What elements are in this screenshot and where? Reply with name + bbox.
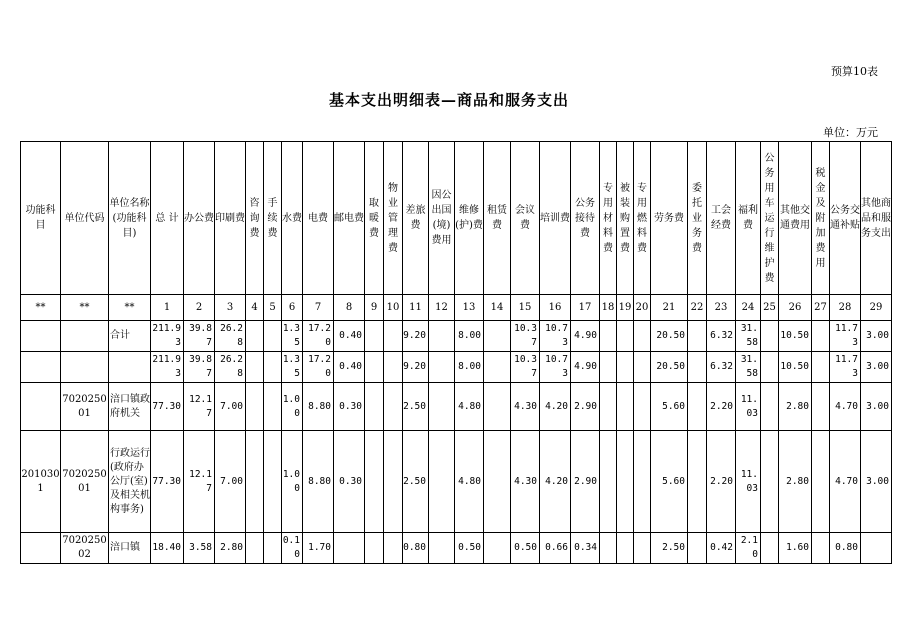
header-cell: 公务用车运行维护费 <box>761 142 779 295</box>
header-cell: 福利费 <box>736 142 761 295</box>
data-cell <box>365 431 384 533</box>
data-cell <box>246 383 264 431</box>
data-cell: 10.73 <box>540 321 571 352</box>
data-cell <box>246 533 264 564</box>
index-cell: 28 <box>830 295 861 321</box>
index-cell: 13 <box>455 295 484 321</box>
data-cell: 8.80 <box>303 383 334 431</box>
data-cell: 4.20 <box>540 383 571 431</box>
index-cell: 1 <box>151 295 184 321</box>
data-cell <box>861 533 892 564</box>
data-cell <box>812 383 830 431</box>
data-cell: 2.20 <box>707 383 736 431</box>
header-cell: 公务接待费 <box>571 142 600 295</box>
data-cell: 26.28 <box>215 352 246 383</box>
data-cell: 合计 <box>109 321 151 352</box>
data-cell: 涪口镇 <box>109 533 151 564</box>
table-row <box>21 352 892 383</box>
data-cell: 12.17 <box>184 431 215 533</box>
data-cell <box>365 383 384 431</box>
index-cell: 25 <box>761 295 779 321</box>
data-cell <box>384 321 403 352</box>
data-cell <box>688 352 707 383</box>
data-cell: 4.30 <box>511 383 540 431</box>
data-cell: 0.50 <box>511 533 540 564</box>
data-cell: 2.50 <box>403 383 429 431</box>
index-cell: 16 <box>540 295 571 321</box>
index-cell: 3 <box>215 295 246 321</box>
table-row <box>21 533 892 564</box>
data-cell <box>484 431 511 533</box>
data-cell: 10.50 <box>779 352 812 383</box>
header-cell: 咨询费 <box>246 142 264 295</box>
data-cell: 12.17 <box>184 383 215 431</box>
expenditure-table <box>20 141 892 564</box>
data-cell <box>384 431 403 533</box>
data-cell <box>246 321 264 352</box>
data-cell: 涪口镇政府机关 <box>109 383 151 431</box>
data-cell: 9.20 <box>403 352 429 383</box>
data-cell: 3.00 <box>861 383 892 431</box>
data-cell: 2.20 <box>707 431 736 533</box>
data-cell: 7.00 <box>215 383 246 431</box>
data-cell: 77.30 <box>151 431 184 533</box>
header-cell: 手续费 <box>264 142 282 295</box>
data-cell: 10.37 <box>511 321 540 352</box>
header-cell: 专用燃料费 <box>634 142 651 295</box>
data-cell: 3.58 <box>184 533 215 564</box>
data-cell <box>761 533 779 564</box>
data-cell: 行政运行(政府办公厅(室)及相关机构事务) <box>109 431 151 533</box>
data-cell <box>365 321 384 352</box>
data-cell <box>617 383 634 431</box>
data-cell <box>634 321 651 352</box>
data-cell: 702025002 <box>61 533 109 564</box>
header-cell: 培训费 <box>540 142 571 295</box>
data-cell <box>429 352 455 383</box>
data-cell <box>812 431 830 533</box>
data-cell: 2.90 <box>571 431 600 533</box>
index-cell: ** <box>21 295 61 321</box>
data-cell: 17.20 <box>303 321 334 352</box>
document-title: 基本支出明细表—商品和服务支出 <box>328 91 569 109</box>
table-row <box>21 383 892 431</box>
data-cell <box>384 533 403 564</box>
header-cell: 被装购置费 <box>617 142 634 295</box>
data-cell: 0.80 <box>830 533 861 564</box>
data-cell <box>264 352 282 383</box>
data-cell: 11.73 <box>830 321 861 352</box>
data-cell <box>21 383 61 431</box>
header-cell: 邮电费 <box>334 142 365 295</box>
header-cell: 会议费 <box>511 142 540 295</box>
data-cell: 26.28 <box>215 321 246 352</box>
data-cell: 39.87 <box>184 352 215 383</box>
header-row <box>21 142 892 295</box>
data-cell: 6.32 <box>707 321 736 352</box>
data-cell: 4.70 <box>830 431 861 533</box>
unit-label: 单位：万元 <box>823 126 878 139</box>
data-cell: 9.20 <box>403 321 429 352</box>
data-cell: 11.73 <box>830 352 861 383</box>
header-cell: 公务交通补贴 <box>830 142 861 295</box>
index-cell: 2 <box>184 295 215 321</box>
data-cell <box>484 383 511 431</box>
data-cell <box>617 321 634 352</box>
data-cell: 0.42 <box>707 533 736 564</box>
data-cell <box>634 352 651 383</box>
data-cell: 2.80 <box>779 383 812 431</box>
header-cell: 其他商品和服务支出 <box>861 142 892 295</box>
data-cell <box>812 321 830 352</box>
data-cell <box>600 321 617 352</box>
data-cell <box>600 352 617 383</box>
data-cell <box>429 321 455 352</box>
header-cell: 委托业务费 <box>688 142 707 295</box>
data-cell <box>812 533 830 564</box>
data-cell: 4.90 <box>571 352 600 383</box>
data-cell: 2.50 <box>403 431 429 533</box>
data-cell: 2.90 <box>571 383 600 431</box>
data-cell <box>61 321 109 352</box>
data-cell: 31.58 <box>736 352 761 383</box>
data-cell <box>109 352 151 383</box>
data-cell <box>688 321 707 352</box>
data-cell: 0.66 <box>540 533 571 564</box>
data-cell <box>617 352 634 383</box>
data-cell <box>688 431 707 533</box>
index-cell: 10 <box>384 295 403 321</box>
data-cell: 1.35 <box>282 352 303 383</box>
index-cell: 9 <box>365 295 384 321</box>
index-cell: 20 <box>634 295 651 321</box>
header-cell: 差旅费 <box>403 142 429 295</box>
data-cell: 4.90 <box>571 321 600 352</box>
data-cell <box>429 533 455 564</box>
index-cell: 22 <box>688 295 707 321</box>
data-cell: 1.00 <box>282 431 303 533</box>
data-cell: 8.00 <box>455 321 484 352</box>
data-cell <box>688 533 707 564</box>
header-cell: 功能科目 <box>21 142 61 295</box>
data-cell: 5.60 <box>651 383 688 431</box>
data-cell <box>634 383 651 431</box>
index-cell: 7 <box>303 295 334 321</box>
data-cell: 10.37 <box>511 352 540 383</box>
header-cell: 税金及附加费用 <box>812 142 830 295</box>
data-cell: 1.70 <box>303 533 334 564</box>
data-cell: 4.70 <box>830 383 861 431</box>
index-cell: 18 <box>600 295 617 321</box>
data-cell: 11.03 <box>736 383 761 431</box>
header-cell: 取暖费 <box>365 142 384 295</box>
data-cell <box>634 533 651 564</box>
index-cell: 19 <box>617 295 634 321</box>
index-cell: 8 <box>334 295 365 321</box>
index-cell: 26 <box>779 295 812 321</box>
header-cell: 物业管理费 <box>384 142 403 295</box>
header-cell: 因公出国(境)费用 <box>429 142 455 295</box>
table-row <box>21 321 892 352</box>
data-cell <box>61 352 109 383</box>
table-number-label: 预算10表 <box>831 65 878 78</box>
data-cell: 1.60 <box>779 533 812 564</box>
header-cell: 电费 <box>303 142 334 295</box>
data-cell: 7.00 <box>215 431 246 533</box>
data-cell: 10.50 <box>779 321 812 352</box>
header-cell: 总 计 <box>151 142 184 295</box>
data-cell: 0.40 <box>334 321 365 352</box>
data-cell: 0.34 <box>571 533 600 564</box>
header-cell: 其他交通费用 <box>779 142 812 295</box>
data-cell: 0.30 <box>334 431 365 533</box>
data-cell: 8.80 <box>303 431 334 533</box>
header-cell: 维修(护)费 <box>455 142 484 295</box>
data-cell: 11.03 <box>736 431 761 533</box>
index-cell: 6 <box>282 295 303 321</box>
index-cell: 15 <box>511 295 540 321</box>
index-cell: 17 <box>571 295 600 321</box>
data-cell: 6.32 <box>707 352 736 383</box>
data-cell: 10.73 <box>540 352 571 383</box>
data-cell: 702025001 <box>61 383 109 431</box>
data-cell <box>484 533 511 564</box>
data-cell: 5.60 <box>651 431 688 533</box>
data-cell: 4.20 <box>540 431 571 533</box>
data-cell <box>812 352 830 383</box>
header-cell: 单位名称(功能科目) <box>109 142 151 295</box>
data-cell: 17.20 <box>303 352 334 383</box>
index-cell: 5 <box>264 295 282 321</box>
data-cell: 211.93 <box>151 352 184 383</box>
index-cell: 4 <box>246 295 264 321</box>
header-cell: 劳务费 <box>651 142 688 295</box>
index-cell: 12 <box>429 295 455 321</box>
data-cell <box>246 352 264 383</box>
data-cell <box>634 431 651 533</box>
index-cell: 29 <box>861 295 892 321</box>
data-cell: 4.80 <box>455 431 484 533</box>
header-cell: 单位代码 <box>61 142 109 295</box>
table-row <box>21 431 892 533</box>
data-cell <box>21 321 61 352</box>
data-cell: 1.00 <box>282 383 303 431</box>
data-cell <box>429 383 455 431</box>
data-cell: 31.58 <box>736 321 761 352</box>
index-cell: 11 <box>403 295 429 321</box>
header-cell: 工会经费 <box>707 142 736 295</box>
header-cell: 专用材料费 <box>600 142 617 295</box>
data-cell <box>246 431 264 533</box>
data-cell <box>21 352 61 383</box>
data-cell <box>365 533 384 564</box>
data-cell <box>334 533 365 564</box>
data-cell: 0.80 <box>403 533 429 564</box>
data-cell: 1.35 <box>282 321 303 352</box>
data-cell: 2.80 <box>215 533 246 564</box>
data-cell <box>484 321 511 352</box>
data-cell <box>761 431 779 533</box>
data-cell <box>429 431 455 533</box>
header-cell: 办公费 <box>184 142 215 295</box>
data-cell <box>617 533 634 564</box>
data-cell <box>365 352 384 383</box>
data-cell: 39.87 <box>184 321 215 352</box>
index-cell: 14 <box>484 295 511 321</box>
data-cell: 4.30 <box>511 431 540 533</box>
data-cell: 18.40 <box>151 533 184 564</box>
index-cell: ** <box>109 295 151 321</box>
data-cell: 2.80 <box>779 431 812 533</box>
data-cell <box>600 383 617 431</box>
data-cell: 702025001 <box>61 431 109 533</box>
data-cell: 0.10 <box>282 533 303 564</box>
data-cell: 3.00 <box>861 431 892 533</box>
data-cell: 2010301 <box>21 431 61 533</box>
index-cell: 24 <box>736 295 761 321</box>
header-cell: 水费 <box>282 142 303 295</box>
data-cell: 3.00 <box>861 321 892 352</box>
data-cell: 2.50 <box>651 533 688 564</box>
data-cell: 211.93 <box>151 321 184 352</box>
data-cell: 20.50 <box>651 321 688 352</box>
data-cell <box>264 383 282 431</box>
data-cell: 0.30 <box>334 383 365 431</box>
data-cell <box>600 431 617 533</box>
column-index-row <box>21 295 892 321</box>
header-cell: 租赁费 <box>484 142 511 295</box>
data-cell <box>484 352 511 383</box>
data-cell <box>688 383 707 431</box>
data-cell <box>761 383 779 431</box>
data-cell <box>264 533 282 564</box>
data-cell: 4.80 <box>455 383 484 431</box>
data-cell <box>384 352 403 383</box>
data-cell <box>264 321 282 352</box>
data-cell <box>384 383 403 431</box>
header-cell: 印刷费 <box>215 142 246 295</box>
index-cell: 21 <box>651 295 688 321</box>
data-cell <box>617 431 634 533</box>
data-cell: 3.00 <box>861 352 892 383</box>
data-cell <box>761 352 779 383</box>
data-cell <box>761 321 779 352</box>
data-cell <box>264 431 282 533</box>
index-cell: 27 <box>812 295 830 321</box>
data-cell <box>600 533 617 564</box>
data-cell: 8.00 <box>455 352 484 383</box>
data-cell <box>21 533 61 564</box>
data-cell: 20.50 <box>651 352 688 383</box>
data-cell: 2.10 <box>736 533 761 564</box>
data-cell: 0.40 <box>334 352 365 383</box>
data-cell: 0.50 <box>455 533 484 564</box>
index-cell: ** <box>61 295 109 321</box>
index-cell: 23 <box>707 295 736 321</box>
data-cell: 77.30 <box>151 383 184 431</box>
